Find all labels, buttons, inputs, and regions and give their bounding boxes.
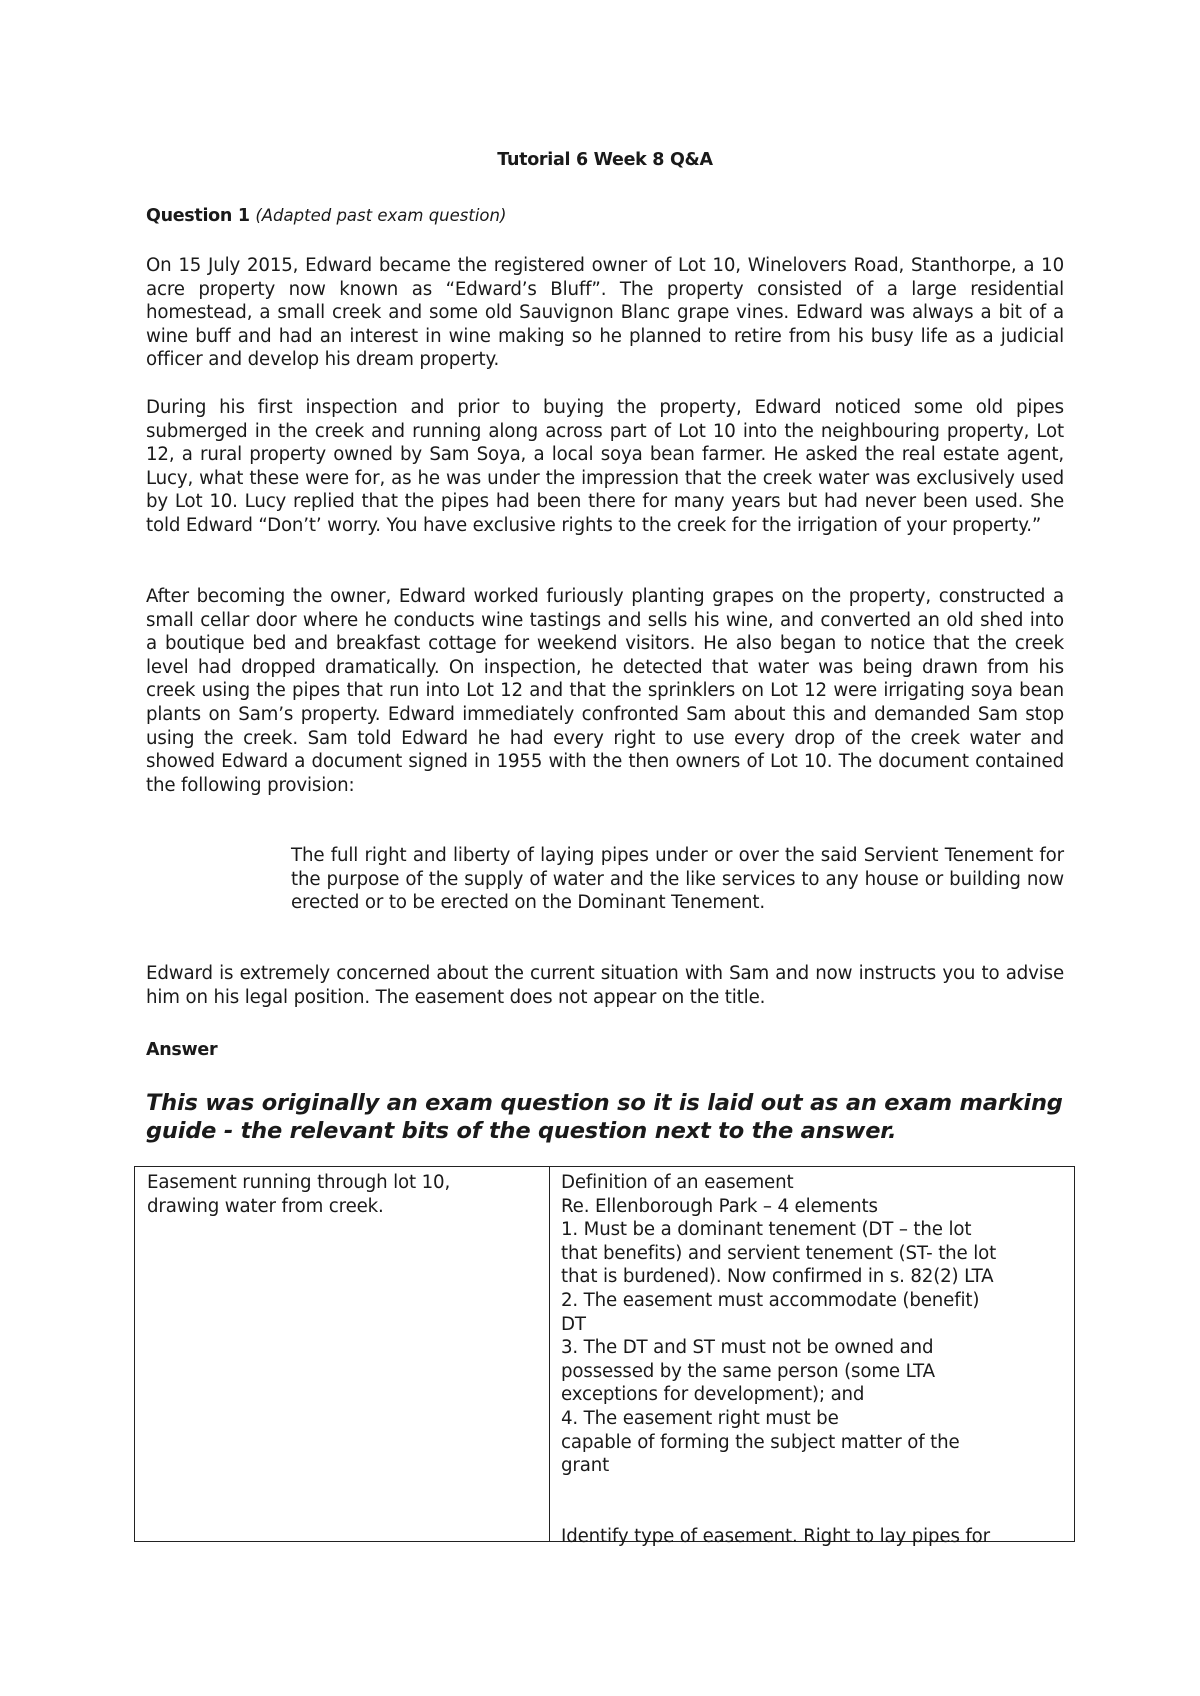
question-paragraph: During his first inspection and prior to buying the property, Edward noticed some old pipes submerged in the creek and running along across part of Lot 10 into the neighbouring property, Lot 12, a rural property owned by Sam Soya, a local soya bean farmer. He asked the real estate agent, Lucy, what these were for, as he was under the impression that the creek water was exclusively used by Lot 10. Lucy replied that the pipes had been there for many years but had never been used. She told Edward “Don’t’ worry. You have exclusive rights to the creek for the irrigation of your property.” (146, 397, 1064, 536)
cell-line: that is burdened). Now confirmed in s. 82(2) LTA (561, 1266, 994, 1288)
question-paragraph: After becoming the owner, Edward worked furiously planting grapes on the property, constructed a small cellar door where he conducts wine tastings and sells his wine, and converted an old shed into a boutique bed and breakfast cottage for weekend visitors. He also began to notice that the creek level had dropped dramatically. On inspection, he detected that water was being drawn from his creek using the pipes that run into Lot 12 and that the sprinklers on Lot 12 were irrigating soya bean plants on Sam’s property. Edward immediately confronted Sam about this and demanded Sam stop using the creek. Sam told Edward he had every right to use every drop of the creek water and showed Edward a document signed in 1955 with the then owners of Lot 10. The document contained the following provision: (146, 586, 1064, 796)
cell-line: DT (561, 1313, 586, 1335)
cell-line: possessed by the same person (some LTA (561, 1360, 935, 1382)
cell-spacer (561, 1478, 1066, 1525)
question-paragraph: Edward is extremely concerned about the current situation with Sam and now instructs you to advise him on his legal position. The easement does not appear on the title. (146, 963, 1064, 1008)
question-paragraph: On 15 July 2015, Edward became the registered owner of Lot 10, Winelovers Road, Stanthorpe, a 10 acre property now known as “Edward’s Bluff”. The property consisted of a large residential homestead, a small creek and some old Sauvignon Blanc grape vines. Edward was always a bit of a wine buff and had an interest in wine making so he planned to retire from his busy life as a judicial officer and develop his dream property. (146, 255, 1064, 371)
easement-provision-quote: The full right and liberty of laying pipes under or over the said Servient Tenement for the purpose of the supply of water and the like services to any house or building now erected or to be erected on the Dominant Tenement. (291, 845, 1064, 914)
column-divider (549, 1167, 550, 1541)
question-heading (146, 206, 506, 226)
cell-line: 3. The DT and ST must not be owned and (561, 1337, 934, 1359)
question-note: (Adapted past exam question) (255, 206, 507, 225)
answer-note: This was originally an exam question so it is laid out as an exam marking guide - the relevant bits of the question next to the answer. (146, 1090, 1063, 1144)
cell-line: Definition of an easement (561, 1172, 794, 1193)
question-label: Question 1 (146, 206, 250, 226)
table-cell-answer (561, 1171, 1066, 1548)
cell-line: 4. The easement right must be (561, 1407, 839, 1429)
marking-guide-table (134, 1166, 1075, 1547)
cell-line: exceptions for development); and (561, 1384, 865, 1406)
document-title: Tutorial 6 Week 8 Q&A (497, 150, 713, 170)
cell-line: Identify type of easement. Right to lay pipes for (561, 1525, 990, 1547)
cell-line: that benefits) and servient tenement (ST- the lot (561, 1242, 997, 1264)
answer-heading: Answer (146, 1040, 218, 1060)
cell-line: Easement running through lot 10, (147, 1172, 451, 1193)
cell-line: capable of forming the subject matter of the (561, 1431, 960, 1453)
cell-line: 1. Must be a dominant tenement (DT – the lot (561, 1219, 972, 1241)
cell-line: 2. The easement must accommodate (benefit) (561, 1289, 980, 1311)
cell-line: drawing water from creek. (147, 1195, 384, 1217)
table-cell-question (147, 1171, 537, 1218)
cell-line: Re. Ellenborough Park – 4 elements (561, 1195, 878, 1217)
cell-line: grant (561, 1455, 610, 1477)
